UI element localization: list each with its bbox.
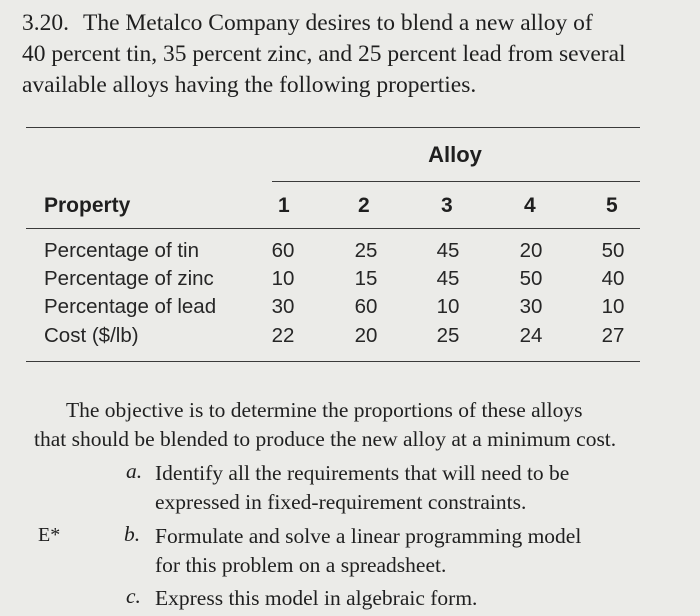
table-header-rule (26, 228, 640, 229)
row-label-lead: Percentage of lead (44, 295, 217, 318)
item-b-line-2: for this problem on a spreadsheet. (155, 553, 447, 577)
alloy-4-header: 4 (524, 194, 536, 217)
table-cell: 22 (271, 324, 295, 347)
table-cell: 30 (519, 295, 543, 318)
table-cell: 15 (354, 267, 378, 290)
problem-number: 3.20. (22, 10, 69, 36)
item-c-line-1: Express this model in algebraic form. (155, 586, 478, 610)
table-cell: 60 (271, 239, 295, 262)
alloy-2-header: 2 (358, 194, 370, 217)
item-c-marker: c. (126, 584, 141, 608)
table-cell: 45 (436, 267, 460, 290)
item-a-marker: a. (126, 459, 143, 483)
objective-line-1: The objective is to determine the proportions of these alloys (66, 398, 583, 422)
statement-line-1 (22, 8, 682, 39)
table-cell: 24 (519, 324, 543, 347)
row-label-cost: Cost ($/lb) (44, 324, 139, 347)
table-cell: 10 (436, 295, 460, 318)
table-cell: 40 (601, 267, 625, 290)
table-top-rule (26, 127, 640, 128)
table-cell: 20 (519, 239, 543, 262)
table-cell: 10 (601, 295, 625, 318)
item-a-line-2: expressed in fixed-requirement constraints. (155, 490, 527, 514)
table-cell: 25 (436, 324, 460, 347)
statement-text-1: The Metalco Company desires to blend a new alloy of (83, 10, 593, 36)
table-cell: 10 (271, 267, 295, 290)
row-label-zinc: Percentage of zinc (44, 267, 214, 290)
alloy-3-header: 3 (441, 194, 453, 217)
table-cell: 30 (271, 295, 295, 318)
table-cell: 60 (354, 295, 378, 318)
statement-line-2: 40 percent tin, 35 percent zinc, and 25 percent lead from several (22, 41, 626, 67)
item-b-marker: b. (124, 522, 141, 546)
table-cell: 50 (601, 239, 625, 262)
table-cell: 50 (519, 267, 543, 290)
table-cell: 45 (436, 239, 460, 262)
table-bottom-rule (26, 361, 640, 362)
alloy-1-header: 1 (278, 194, 290, 217)
table-cell: 25 (354, 239, 378, 262)
alloy-group-label: Alloy (428, 142, 482, 167)
statement-line-3: available alloys having the following properties. (22, 72, 477, 98)
row-label-tin: Percentage of tin (44, 239, 199, 262)
item-b-line-1: Formulate and solve a linear programming model (155, 524, 582, 548)
problem-statement (22, 8, 682, 101)
alloy-5-header: 5 (606, 194, 618, 217)
table-cell: 20 (354, 324, 378, 347)
table-cell: 27 (601, 324, 625, 347)
alloy-group-rule (272, 181, 640, 182)
e-star-marker: E* (38, 524, 61, 546)
objective-line-2: that should be blended to produce the new alloy at a minimum cost. (34, 427, 617, 451)
property-column-header: Property (44, 194, 131, 217)
item-a-line-1: Identify all the requirements that will need to be (155, 461, 570, 485)
